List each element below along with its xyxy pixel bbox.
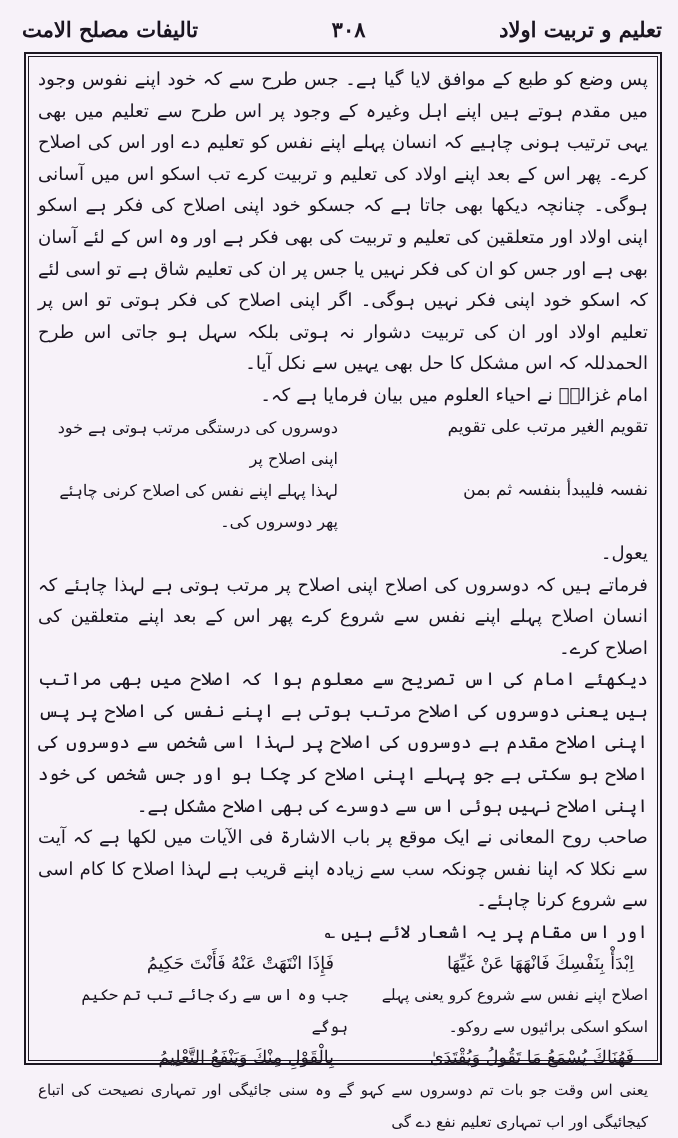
- paragraph-3: یعول۔: [600, 542, 648, 564]
- paragraph-2: امام غزالیؒ نے احیاء العلوم میں بیان فرمایا ہے کہ۔: [260, 384, 648, 406]
- arabic-quote-line-2: نفسہ فلیبدأ بنفسہ ثم بمن: [463, 479, 648, 500]
- quote-translation-line-2: لہذا پہلے اپنے نفس کی اصلاح کرنی چاہئے پھر دوسروں کی۔: [59, 480, 338, 532]
- verse-1-translation-b: جب وہ اس سے رک جائے تب تم حکیم ہوگے: [81, 986, 348, 1036]
- verse-1-second-half: فَإِذَا انْتَهَتْ عَنْهُ فَأَنْتَ حَكِيمُ: [146, 953, 334, 974]
- quote-translation-line-1: دوسروں کی درستگی مرتب ہوتی ہے خود اپنی اصلاح پر: [57, 417, 338, 469]
- page-body: [38, 64, 648, 1138]
- verse-translation-2: یعنی اس وقت جو بات تم دوسروں سے کہو گے وہ سنی جائیگی اور تمہاری نصیحت کی اتباع کیجائیگی اور اب تمہاری تعلیم نفع دے گی: [38, 1081, 648, 1131]
- verse-line-2: [54, 1043, 634, 1075]
- header-book-section: تعلیم و تربیت اولاد: [499, 16, 662, 42]
- quote-row-2: [38, 475, 648, 538]
- verse-1-first-half: اِبْدَأْ بِنَفْسِكَ فَانْهَهَا عَنْ غَيِّهَا: [446, 953, 634, 974]
- quote-row-1: [38, 412, 648, 475]
- paragraph-6: صاحب روح المعانی نے ایک موقع پر باب الاشارۃ فی الآیات میں لکھا ہے کہ آیت سے نکلا کہ اپنا نفس چونکہ سب سے زیادہ اپنے قریب ہے لہذا اصلاح کا کام اسی سے شروع کرنا چاہئے۔: [38, 827, 648, 912]
- page-number: ۳۰۸: [331, 16, 366, 42]
- header-series-title: تالیفات مصلح الامت: [22, 16, 199, 42]
- arabic-quote-line-1: تقویم الغیر مرتب علی تقویم: [447, 416, 648, 437]
- verse-translation-1: [48, 980, 648, 1043]
- page-header: [22, 8, 662, 50]
- paragraph-7: اور اس مقام پر یہ اشعار لائے ہیں ؎: [324, 922, 648, 944]
- paragraph-1: پس وضع کو طبع کے موافق لایا گیا ہے۔ جس طرح سے کہ خود اپنے نفوس وجود میں مقدم ہوتے ہیں اپنے اہل وغیرہ کے وجود پر اس طرح سے تعلیم میں بھی یہی ترتیب ہونی چاہیے کہ انسان پہلے اپنے نفس کو تعلیم دے اور اس کی اصلاح کرے۔ پھر اس کے بعد اپنے اولاد کی تعلیم و تربیت کرے تب اسکو اس میں آسانی ہوگی۔ چنانچہ دیکھا بھی جاتا ہے کہ جسکو خود اپنی اصلاح کی فکر ہے اسکو اپنی اولاد اور متعلقین کی تعلیم و تربیت کی بھی فکر ہے اور وہ اس کے لئے آسان بھی ہے اور جس کو ان کی فکر نہیں یا جس پر ان کی تعلیم شاق ہے تو اسی لئے کہ اسکو خود اپنی فکر نہیں ہوگی۔ اگر اپنی اصلاح کی فکر ہوتی تو اس پر تعلیم اولاد اور ان کی تربیت دشوار نہ ہوتی بلکہ سہل ہو جاتی اس طرح الحمدللہ کہ اس مشکل کا حل بھی یہیں سے نکل آیا۔: [38, 69, 648, 375]
- paragraph-4: فرماتے ہیں کہ دوسروں کی اصلاح اپنی اصلاح پر مرتب ہوتی ہے لہذا چاہئے کہ انسان اصلاح پہلے اپنے نفس سے شروع کرے پھر اس کے بعد اپنے متعلقین کی اصلاح کرے۔: [38, 574, 649, 659]
- verse-2-second-half: بِالْقَوْلِ مِنْكَ وَيَنْفَعُ التَّعْلِيمُ: [158, 1048, 334, 1069]
- verse-line-1: [54, 949, 634, 981]
- verse-2-first-half: فَهُنَاكَ يُسْمَعُ مَا تَقُولُ وَيُقْتَدَىٰ: [429, 1048, 634, 1069]
- verse-1-translation-a: اصلاح اپنے نفس سے شروع کرو یعنی پہلے اسکو اسکی برائیوں سے روکو۔: [381, 986, 648, 1036]
- paragraph-5: دیکھئے امام کی اس تصریح سے معلوم ہوا کہ اصلاح میں بھی مراتب ہیں یعنی دوسروں کی اصلاح مرتب ہوتی ہے اپنے نفس کی اصلاح پر پس اپنی اصلاح مقدم ہے دوسروں کی اصلاح پر لہذا اسی شخص سے دوسروں کی اصلاح ہو سکتی ہے جو پہلے اپنی اصلاح کر چکا ہو اور جس شخص کی خود اپنی اصلاح نہیں ہوئی اس سے دوسرے کی بھی اصلاح مشکل ہے۔: [38, 669, 648, 817]
